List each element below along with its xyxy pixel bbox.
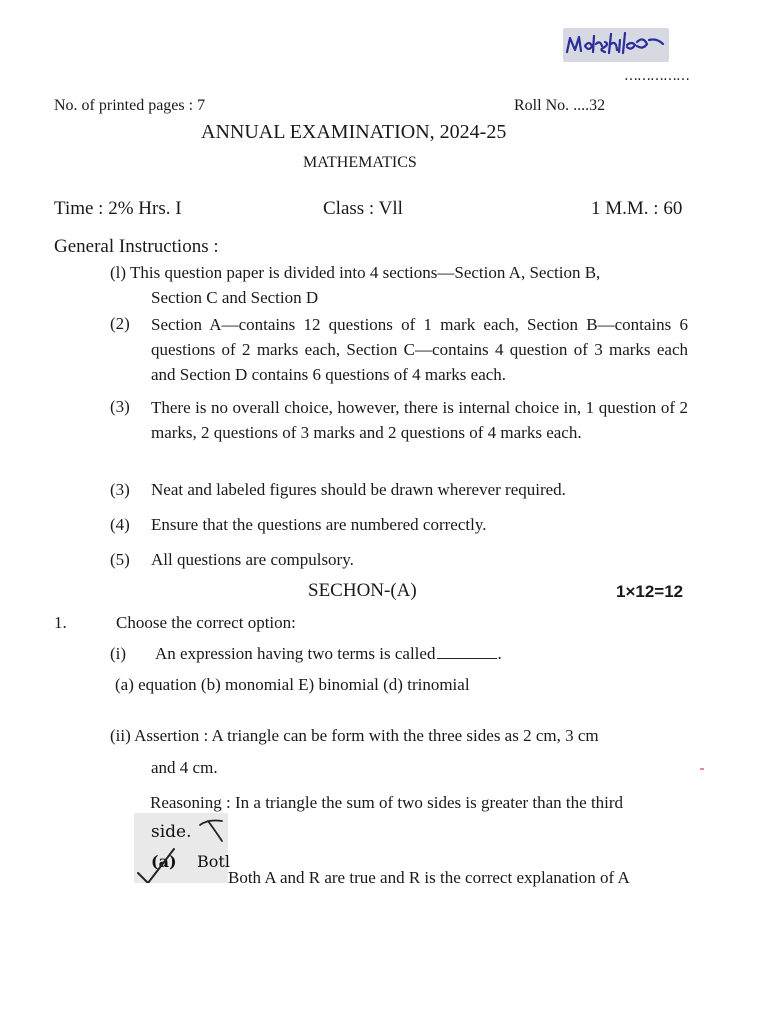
option-a-text: Both A and R are true and R is the correct explanation of A [228,868,630,887]
instruction-number: (3) [110,397,130,416]
exam-time: Time : 2% Hrs. I [54,198,182,219]
scanned-fragment [134,813,228,883]
answer-blank [437,658,497,659]
instruction-item [110,263,600,283]
option-a-fragment: Botl [197,852,230,871]
section-title: SECHON-(A) [308,580,417,601]
reasoning-continuation: side. [151,822,192,842]
roll-number: Roll No. ....32 [514,97,606,114]
instruction-number: (3) [110,480,130,499]
instructions-heading: General Instructions : [54,236,219,257]
instruction-text: This question paper is divided into 4 sections—Section A, Section B, [130,263,601,282]
reasoning-text: Reasoning : In a triangle the sum of two sides is greater than the third [150,793,624,812]
instruction-text: All questions are compulsory. [151,550,354,569]
subject-title: MATHEMATICS [303,154,417,171]
exam-class: Class : Vll [323,198,403,219]
instruction-text: Section A—contains 12 questions of 1 mark each, Section B—contains 6 questions of 2 marks each, Section C—contains 4 question of 3 marks each and Section D contains 6 questions of 4 marks each. [151,315,688,384]
subquestion-stem: An expression having two terms is called [155,644,436,663]
tick-mark-icon [134,813,228,883]
instruction-number: (4) [110,515,130,534]
subquestion-number: (i) [110,644,127,663]
max-marks: 1 M.M. : 60 [591,198,683,219]
subquestion-end: . [497,644,502,663]
instruction-text: Ensure that the questions are numbered correctly. [151,515,487,534]
assertion-continuation: and 4 cm. [151,758,218,777]
instruction-number: (l) [110,263,127,282]
instruction-continuation: Section C and Section D [151,288,319,307]
roll-dots: …………… [624,68,689,84]
scan-speck [700,768,704,770]
instruction-number: (2) [110,314,130,333]
signature-scribble [563,28,669,62]
subquestion-options: (a) equation (b) monomial E) binomial (d) trinomial [115,675,470,694]
question-number: 1. [54,613,67,632]
option-a-label: (a) [151,852,177,871]
printed-pages: No. of printed pages : 7 [54,97,206,114]
question-text: Choose the correct option: [116,613,296,632]
assertion-text: (ii) Assertion : A triangle can be form with the three sides as 2 cm, 3 cm [110,726,599,745]
exam-title: ANNUAL EXAMINATION, 2024-25 [201,121,507,143]
instruction-text: There is no overall choice, however, there is internal choice in, 1 question of 2 marks, 2 questions of 3 marks and 2 questions of 4 marks each. [151,398,688,442]
instruction-number: (5) [110,550,130,569]
instruction-text: Neat and labeled figures should be drawn wherever required. [151,480,566,499]
subquestion-text [155,644,502,664]
section-marks: 1×12=12 [616,582,684,601]
signature [563,28,669,62]
